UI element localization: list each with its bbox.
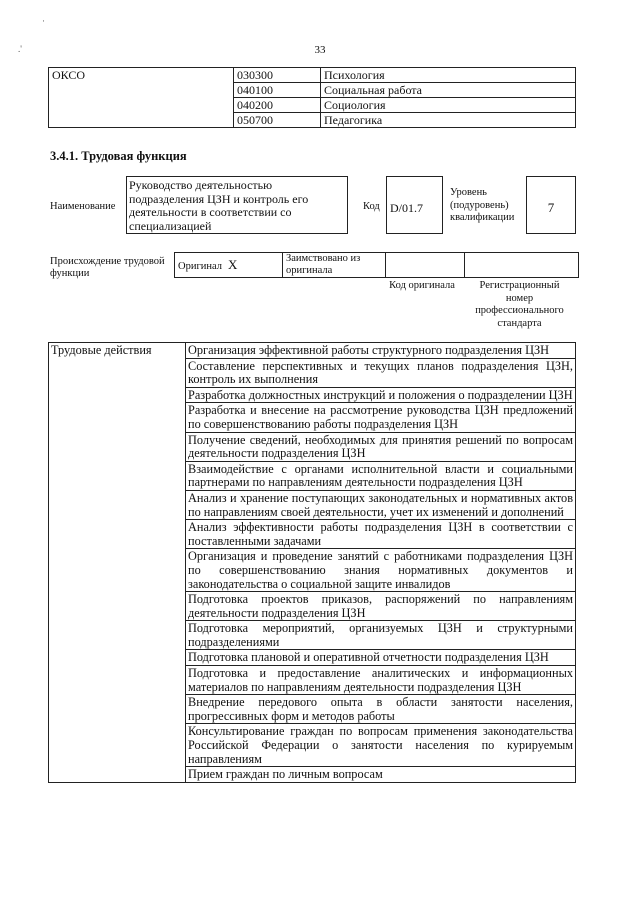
reg-caption-line: номер <box>505 292 534 304</box>
borrowed-cell <box>283 253 386 278</box>
action-item: Разработка должностных инструкций и положения о подразделении ЦЗН <box>186 387 576 403</box>
original-label: Оригинал <box>178 261 222 272</box>
level-value-box: 7 <box>526 176 576 234</box>
okso-label: ОКСО <box>49 68 234 128</box>
action-item: Получение сведений, необходимых для принятия решений по вопросам деятельности подразделения ЦЗН <box>186 432 576 461</box>
okso-name: Психология <box>321 68 576 83</box>
action-item: Подготовка и предоставление аналитических и информационных материалов по направлениям деятельности подразделения ЦЗН <box>186 666 576 695</box>
name-label: Наименование <box>50 201 116 212</box>
code-label: Код <box>363 201 380 212</box>
reg-caption-line: стандарта <box>497 317 542 329</box>
action-item: Анализ и хранение поступающих законодательных и нормативных актов по направлениям своей деятельности, учет их изменений и дополнений <box>186 490 576 519</box>
table-row <box>175 253 579 278</box>
level-label-line: (подуровень) <box>450 199 509 211</box>
reg-number-caption <box>463 280 576 330</box>
borrowed-label-line: оригинала <box>286 265 333 276</box>
function-code-box: D/01.7 <box>386 176 443 234</box>
origin-label <box>50 256 165 280</box>
okso-name: Социология <box>321 98 576 113</box>
okso-code: 050700 <box>234 113 321 128</box>
table-row <box>49 68 576 83</box>
okso-name: Педагогика <box>321 113 576 128</box>
scan-mark: · <box>42 16 45 26</box>
origin-label-line: функции <box>50 268 90 279</box>
action-item: Подготовка проектов приказов, распоряжений по направлениям деятельности подразделения ЦЗН <box>186 592 576 621</box>
section-title: 3.4.1. Трудовая функция <box>50 149 187 163</box>
code-original-caption: Код оригинала <box>389 280 455 291</box>
action-item: Консультирование граждан по вопросам применения законодательства Российской Федерации о занятости населения по курируемым направлениям <box>186 724 576 767</box>
original-code-cell <box>386 253 465 278</box>
action-item: Организация эффективной работы структурного подразделения ЦЗН <box>186 343 576 359</box>
okso-code: 040200 <box>234 98 321 113</box>
okso-name: Социальная работа <box>321 83 576 98</box>
level-label <box>450 187 514 225</box>
okso-code: 030300 <box>234 68 321 83</box>
origin-table <box>174 252 579 278</box>
okso-table <box>48 67 576 128</box>
action-item: Разработка и внесение на рассмотрение руководства ЦЗН предложений по совершенствованию работы подразделения ЦЗН <box>186 403 576 432</box>
page-number: 33 <box>314 44 326 56</box>
table-row <box>49 343 576 359</box>
original-mark: X <box>228 257 238 272</box>
reg-caption-line: профессионального <box>475 305 564 316</box>
action-item: Организация и проведение занятий с работниками подразделения ЦЗН по совершенствованию знания нормативных документов и законодательства о социальной защите инвалидов <box>186 549 576 592</box>
origin-label-line: Происхождение трудовой <box>50 256 165 267</box>
action-item: Прием граждан по личным вопросам <box>186 767 576 783</box>
level-label-line: квалификации <box>450 212 515 223</box>
labor-actions-table <box>48 342 576 783</box>
reg-caption-line: Регистрационный <box>479 280 560 291</box>
action-item: Подготовка плановой и оперативной отчетности подразделения ЦЗН <box>186 650 576 666</box>
level-label-line: Уровень <box>450 187 487 198</box>
actions-label: Трудовые действия <box>49 343 186 783</box>
scan-mark: .' <box>18 44 22 54</box>
action-item: Внедрение передового опыта в области занятости населения, прогрессивных форм и методов работы <box>186 695 576 724</box>
okso-code: 040100 <box>234 83 321 98</box>
function-name-box: Руководство деятельностью подразделения ЦЗН и контроль его деятельности в соответствии со специализацией <box>126 176 348 234</box>
action-item: Взаимодействие с органами исполнительной власти и социальными партнерами по направлениям деятельности подразделения ЦЗН <box>186 461 576 490</box>
original-cell <box>175 253 283 278</box>
borrowed-label-line: Заимствовано из <box>286 253 361 264</box>
action-item: Анализ эффективности работы подразделения ЦЗН в соответствии с поставленными задачами <box>186 520 576 549</box>
action-item: Подготовка мероприятий, организуемых ЦЗН и структурными подразделениями <box>186 621 576 650</box>
reg-number-cell <box>465 253 579 278</box>
action-item: Составление перспективных и текущих планов подразделения ЦЗН, контроль их выполнения <box>186 358 576 387</box>
